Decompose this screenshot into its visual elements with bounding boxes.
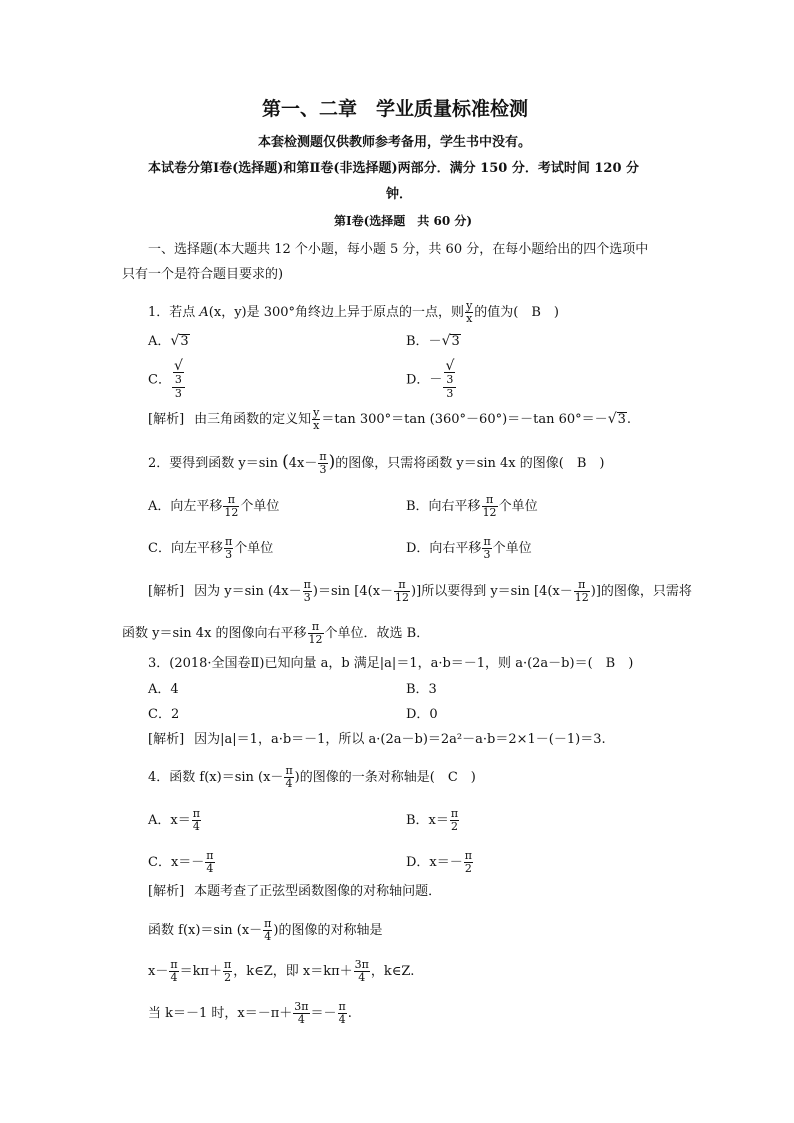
q1-option-c: C． √ 3 3 — [148, 358, 183, 400]
q4-option-a: A．x＝ $\frac{\pi}{4}$ — [148, 807, 200, 833]
q1-option-a: A．√3 — [148, 333, 189, 349]
q2-analysis: [解析] 因为 y＝sin (4x－ $\frac{\pi}{3}$ )＝sin [4(x－ $\frac{\pi}{12}$ )]所以要得到 y＝sin [4(x－ $\frac{\pi}{12}$ )]的图像，只需将 — [148, 578, 692, 604]
q2-analysis-cont: 函数 y＝sin 4x 的图像向右平移 $\frac{\pi}{12}$ 个单位．故选 B． — [122, 620, 430, 646]
section-instructions: 一、选择题(本大题共 12 个小题，每小题 5 分，共 60 分，在每小题给出的四个选项中 — [148, 242, 649, 257]
q4-option-d: D．x＝－ $\frac{\pi}{2}$ — [406, 849, 472, 875]
exam-intro: 本试卷分第Ⅰ卷(选择题)和第Ⅱ卷(非选择题)两部分．满分 150 分．考试时间 120 分 — [148, 161, 640, 176]
q4-analysis-line-3: 当 k＝－1 时，x＝－π＋ $\frac{3\pi}{4}$ ＝－ $\frac{\pi}{4}$ . — [148, 1000, 352, 1026]
q1-option-d: D．－ √ 3 3 — [406, 358, 455, 400]
q3-option-c: C．2 — [148, 707, 180, 722]
q1-option-b: B．－√3 — [406, 333, 460, 349]
q4-option-c: C．x＝－ $\frac{\pi}{4}$ — [148, 849, 214, 875]
exam-intro-cont: 钟． — [386, 187, 413, 202]
question-4: 4．函数 f(x)＝sin (x－ $\frac{\pi}{4}$ )的图像的一条对称轴是( C ) — [148, 764, 476, 790]
part-one-heading: 第Ⅰ卷(选择题 共 60 分) — [334, 214, 473, 228]
question-2: 2．要得到函数 y＝sin (4x－ $\frac{\pi}{3}$ )的图像，只需将函数 y＝sin 4x 的图像( B ) — [148, 450, 605, 476]
q1-analysis: [解析] 由三角函数的定义知 $\frac{y}{x}$ ＝tan 300°＝tan (360°－60°)＝－tan 60°＝－√3. — [148, 406, 632, 432]
q2-option-d: D．向右平移 $\frac{\pi}{3}$ 个单位 — [406, 535, 532, 561]
page-title: 第一、二章 学业质量标准检测 — [262, 98, 529, 120]
section-instructions-cont: 只有一个是符合题目要求的) — [122, 267, 284, 282]
q3-option-b: B．3 — [406, 682, 437, 697]
q4-option-b: B．x＝ $\frac{\pi}{2}$ — [406, 807, 459, 833]
q3-option-d: D．0 — [406, 707, 438, 722]
q3-option-a: A．4 — [148, 682, 179, 697]
q2-option-b: B．向右平移 $\frac{\pi}{12}$ 个单位 — [406, 493, 538, 519]
q3-analysis: [解析] 因为|a|＝1，a·b＝－1，所以 a·(2a－b)＝2a²－a·b＝2×1－(－1)＝3. — [148, 732, 606, 747]
question-3: 3．(2018·全国卷Ⅱ)已知向量 a，b 满足|a|＝1，a·b＝－1，则 a·(2a－b)＝( B ) — [148, 656, 634, 671]
q2-option-c: C．向左平移 $\frac{\pi}{3}$ 个单位 — [148, 535, 274, 561]
teacher-note: 本套检测题仅供教师参考备用，学生书中没有。 — [258, 135, 532, 150]
question-1: 1．若点 A(x，y)是 300°角终边上异于原点的一点，则 $\frac{y}{x}$ 的值为( B ) — [148, 299, 559, 325]
q4-analysis-line-2: x－ $\frac{\pi}{4}$ ＝kπ＋ $\frac{\pi}{2}$ ，k∈Z，即 x＝kπ＋ $\frac{3\pi}{4}$ ，k∈Z. — [148, 958, 415, 984]
q4-analysis-line-1: 函数 f(x)＝sin (x－ $\frac{\pi}{4}$ )的图像的对称轴是 — [148, 917, 383, 943]
q4-analysis: [解析] 本题考查了正弦型函数图像的对称轴问题． — [148, 884, 442, 899]
q2-option-a: A．向左平移 $\frac{\pi}{12}$ 个单位 — [148, 493, 280, 519]
